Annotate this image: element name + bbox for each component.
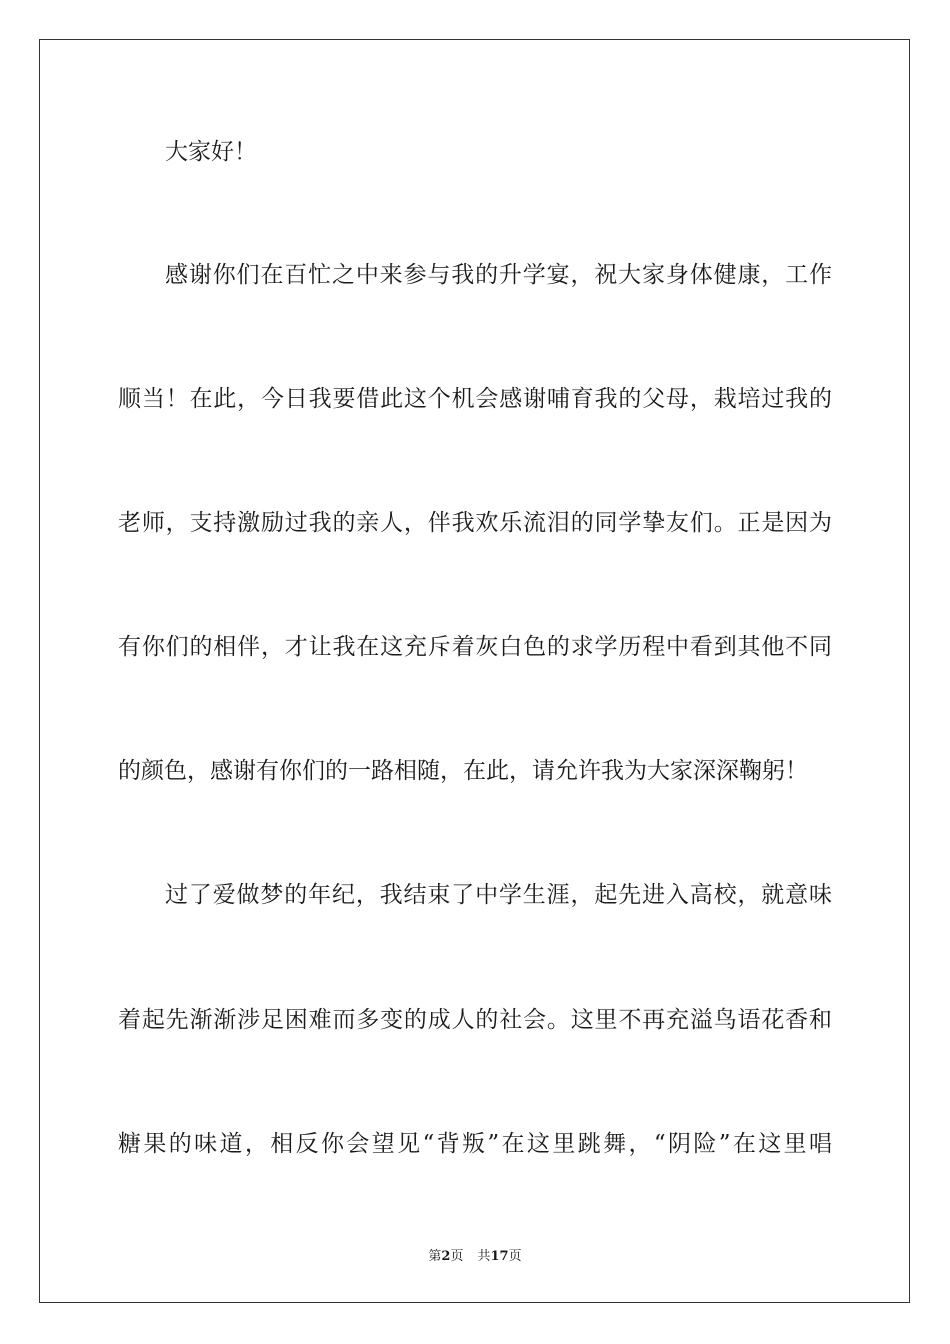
page-total: 17 — [490, 1249, 509, 1264]
text-line: 的颜色，感谢有你们的一路相随，在此，请允许我为大家深深鞠躬！ — [118, 758, 808, 784]
page-suffix: 页 — [450, 1249, 464, 1264]
text-line: 着起先渐渐涉足困难而多变的成人的社会。这里不再充溢鸟语花香和 — [118, 1007, 832, 1033]
text-line: 有你们的相伴，才让我在这充斥着灰白色的求学历程中看到其他不同 — [118, 634, 832, 660]
text-line-greeting: 大家好！ — [165, 139, 257, 165]
total-prefix: 共 — [477, 1249, 491, 1264]
text-line: 过了爱做梦的年纪，我结束了中学生涯，起先进入高校，就意味 — [165, 882, 832, 908]
text-line: 感谢你们在百忙之中来参与我的升学宴，祝大家身体健康，工作 — [165, 262, 832, 288]
text-line: 顺当！在此，今日我要借此这个机会感谢哺育我的父母，栽培过我的 — [118, 386, 832, 412]
total-suffix: 页 — [508, 1249, 522, 1264]
page-prefix: 第 — [428, 1249, 442, 1264]
page-footer — [0, 1248, 950, 1266]
page-frame — [39, 39, 910, 1303]
text-line: 老师，支持激励过我的亲人，伴我欢乐流泪的同学挚友们。正是因为 — [118, 510, 832, 536]
page-current: 2 — [441, 1249, 451, 1264]
text-line: 糖果的味道，相反你会望见“背叛”在这里跳舞，“阴险”在这里唱 — [118, 1131, 832, 1157]
